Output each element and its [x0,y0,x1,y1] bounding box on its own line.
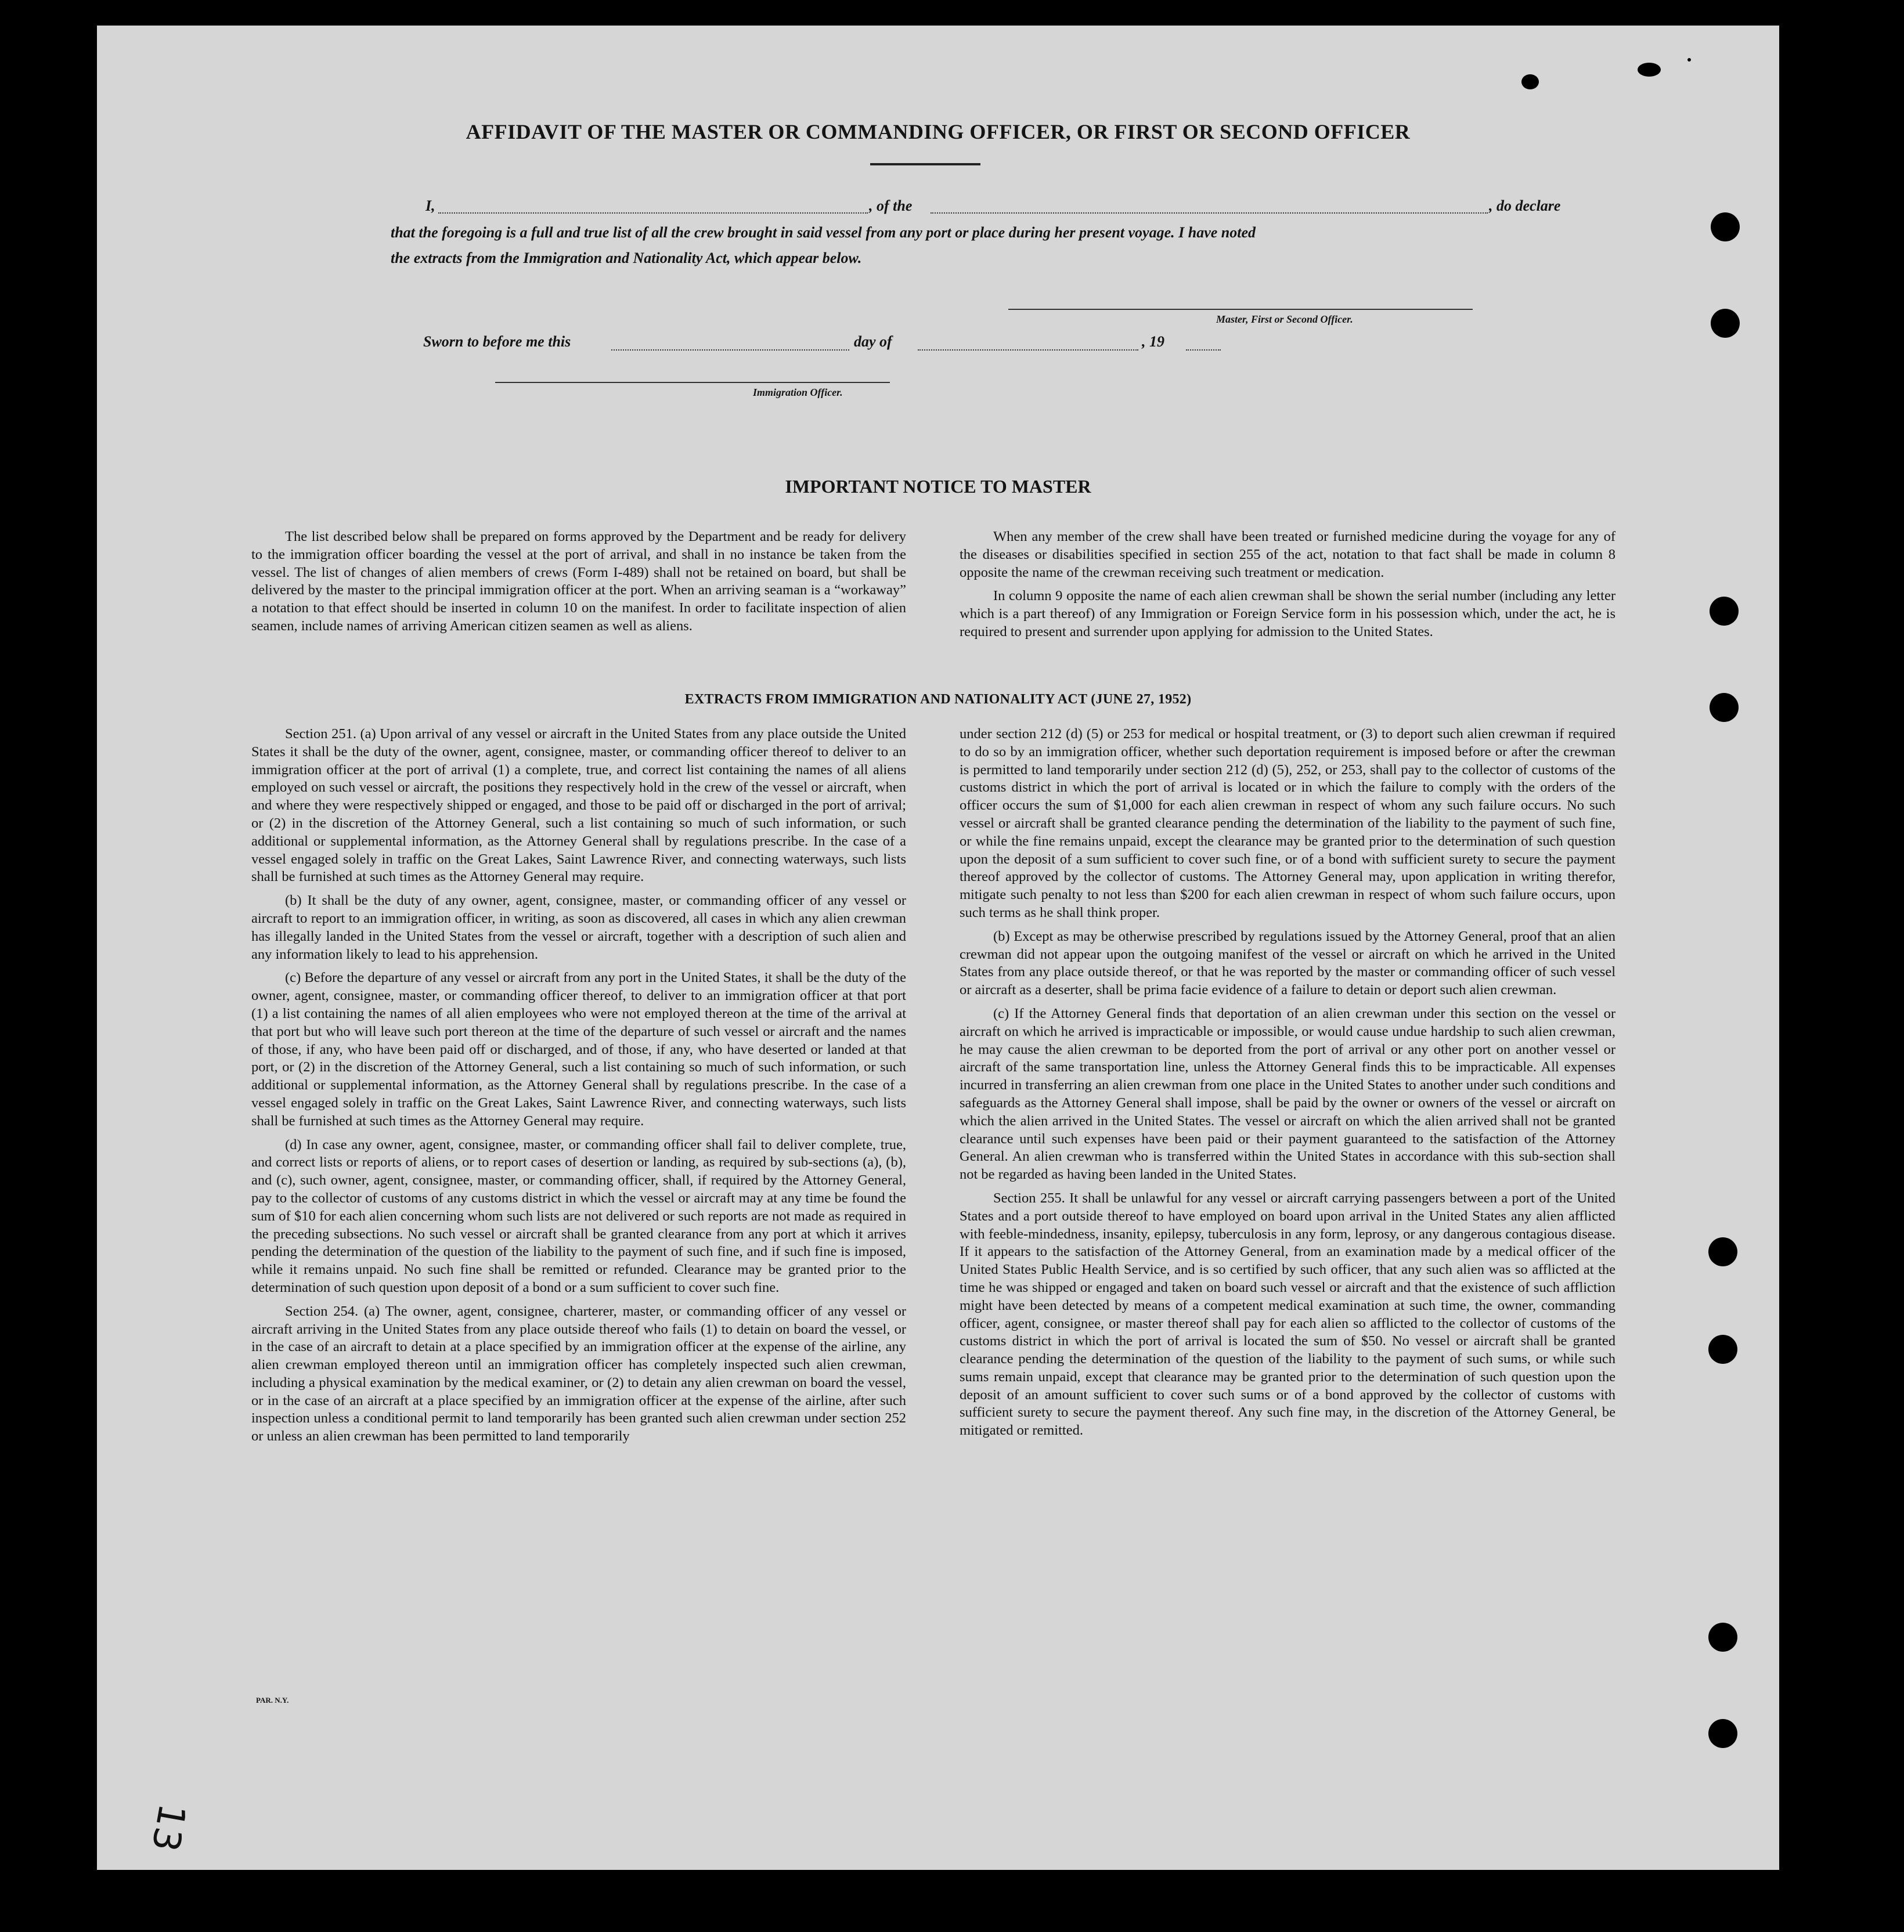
extracts-right-column [960,725,1615,1446]
handwritten-page-number: 13 [143,1800,194,1855]
binder-hole [1708,1623,1737,1652]
sworn-day-line [611,349,849,351]
binder-hole [1711,309,1740,338]
name-field-line [438,212,868,214]
notice-left-column [251,528,906,641]
binder-hole [1708,1335,1737,1364]
decl-line-3: the extracts from the Immigration and Nationality Act, which appear below. [391,250,862,266]
sworn-month-line [918,349,1138,351]
binder-hole [1711,212,1740,241]
ink-speck [1638,63,1661,77]
extract-paragraph: Section 255. It shall be unlawful for any vessel or aircraft carrying passengers between a port of the United States and a port outside thereof to have employed on board upon arrival in the United States any alien afflicted with feeble-mindedness, insanity, epilepsy, tuberculosis in any form, leprosy, or any dangerous contagious disease. If it appears to the satisfaction of the Attorney General, from an examination made by a medical officer of the United States Public Health Service, and is so certified by such officer, that any such alien was so afflicted at the time he was shipped or engaged and taken on board such vessel or aircraft and that the existence of such affliction might have been detected by means of a competent medical examination at such time, the owner, commanding officer, agent, consignee, or master thereof shall pay for each alien so afflicted to the collector of customs of the customs district in which the port of arrival is located the sum of $50. No vessel or aircraft shall be granted clearance pending the determination of the question of the liability to the payment of such sums, or while such sums remain unpaid, except that clearance may be granted prior to the determination of such question upon the deposit of an amount sufficient to cover such sums or of a bond approved by the collector of customs with sufficient surety to secure the payment thereof. Any such fine may, in the discretion of the Attorney General, be mitigated or remitted. [960,1190,1615,1439]
ink-speck [1521,74,1539,89]
notice-left-paragraph: The list described below shall be prepared on forms approved by the Department and be ready for delivery to the immigration officer boarding the vessel at the port of arrival, and shall in no instance be taken from the vessel. The list of changes of alien members of crews (Form I-489) shall not be retained on board, but shall be delivered by the master to the principal immigration officer at the port. When an arriving seaman is a “workaway” a notation to that effect should be inserted in column 10 on the manifest. In order to facilitate inspection of alien seamen, include names of arriving American citizen seamen as well as aliens. [251,529,906,634]
decl-line-2: that the foregoing is a full and true list of all the crew brought in said vessel from any port or place during her present voyage. I have noted [391,224,1256,241]
sworn-label: Sworn to before me this [423,333,571,350]
day-of-label: day of [854,333,892,350]
binder-hole [1710,597,1739,626]
binder-hole [1710,693,1739,722]
printer-mark: PAR. N.Y. [256,1696,289,1705]
master-caption: Master, First or Second Officer. [1216,313,1353,325]
officer-signature-line [495,382,890,383]
extract-paragraph: Section 251. (a) Upon arrival of any vessel or aircraft in the United States from any place outside the United States it shall be the duty of the owner, agent, consignee, master, or commanding officer thereof to deliver to an immigration officer at the port of arrival (1) a complete, true, and correct list containing the names of all aliens employed on such vessel or aircraft, the positions they respectively hold in the crew of the vessel or aircraft, when and where they were respectively shipped or engaged, and those to be paid off or discharged in the port of arrival; or (2) in the discretion of the Attorney General, such a list containing so much of such information, or such additional or supplemental information, as the Attorney General shall by regulations prescribe. In the case of a vessel engaged solely in traffic on the Great Lakes, Saint Lawrence River, and connecting waterways, such lists shall be furnished at such times as the Attorney General may require. [251,726,906,885]
extracts-left-column [251,725,906,1451]
decl-of-the: , of the [869,197,913,214]
extract-paragraph: (d) In case any owner, agent, consignee, master, or commanding officer shall fail to deliver complete, true, and correct lists or reports of aliens, or to report cases of desertion or landing, as required by sub-sections (a), (b), and (c), such owner, agent, consignee, master, or commanding officer, shall, if required by the Attorney General, pay to the collector of customs of any customs district in which the vessel or aircraft may at any time be found the sum of $10 for each alien concerning whom such lists are not delivered or such reports are not made as required in the preceding subsections. No such vessel or aircraft shall be granted clearance from any port at which it arrives pending the determination of the question of the liability to the payment of such fine, and if such fine is imposed, while it remains unpaid. No such fine shall be remitted or refunded. Clearance may be granted prior to the determination of such question upon deposit of a bond or a sum sufficient to cover such fine. [251,1136,906,1295]
vessel-field-line [931,212,1488,214]
notice-right-paragraph-1: When any member of the crew shall have been treated or furnished medicine during the voyage for any of the diseases or disabilities specified in section 255 of the act, notation to that fact shall be made in column 8 opposite the name of the crewman receiving such treatment or medication. [960,529,1615,580]
year-label: , 19 [1142,333,1164,350]
extract-paragraph: (b) Except as may be otherwise prescribed by regulations issued by the Attorney General, proof that an alien crewman did not appear upon the outgoing manifest of the vessel or aircraft on which he arrived in the United States from any place outside thereof, or that he was reported by the master or commanding officer of such vessel or aircraft as a deserter, shall be prima facie evidence of a failure to detain or deport such alien crewman. [960,928,1615,998]
affidavit-title: AFFIDAVIT OF THE MASTER OR COMMANDING OFFICER, OR FIRST OR SECOND OFFICER [466,120,1411,143]
extract-paragraph: under section 212 (d) (5) or 253 for medical or hospital treatment, or (3) to deport such alien crewman if required to do so by an immigration officer, whether such deportation requirement is imposed before or after the crewman is permitted to land temporarily under section 212 (d) (5), 252, or 253, shall pay to the collector of customs of the customs district in which the port of arrival is located or in which the failure to comply with the orders of the officer occurs the sum of $1,000 for each alien crewman in respect of whom any such failure occurs. No such vessel or aircraft shall be granted clearance pending the determination of the liability to the payment of such fine, or while the fine remains unpaid, except the clearance may be granted prior to the determination of such question upon the deposit of a sum sufficient to cover such fine, or of a bond with sufficient surety to secure the payment thereof approved by the collector of customs. The Attorney General may, upon application in writing therefor, mitigate such penalty to not less than $200 for each alien crewman in respect of whom such failure occurs, upon such terms as he shall think proper. [960,726,1615,920]
extract-paragraph: (c) Before the departure of any vessel or aircraft from any port in the United States, it shall be the duty of the owner, agent, consignee, master, or commanding officer thereof, to deliver to an immigration officer at that port (1) a list containing the names of all alien employees who were not employed thereon at the time of the arrival at that port but who will leave such port thereon at the time of the departure of such vessel or aircraft and the names of those, if any, who have been paid off or discharged, and of those, if any, who have deserted or landed at that port, or (2) in the discretion of the Attorney General, such a list containing so much of such information, or such additional or supplemental information, as the Attorney General shall by regulations prescribe. In the case of a vessel engaged solely in traffic on the Great Lakes, Saint Lawrence River, and connecting waterways, such lists shall be furnished at such times as the Attorney General may require. [251,970,906,1129]
extract-paragraph: (b) It shall be the duty of any owner, agent, consignee, master, or commanding officer of any vessel or aircraft to report to an immigration officer, in writing, as soon as discovered, all cases in which any alien crewman has illegally landed in the United States from the vessel or aircraft, together with a description of such alien and any information likely to lead to his apprehension. [251,893,906,962]
title-underline [870,163,980,165]
decl-do-declare: , do declare [1489,197,1561,214]
binder-hole [1708,1237,1737,1266]
ink-speck [1687,58,1691,62]
notice-title: IMPORTANT NOTICE TO MASTER [785,476,1091,497]
officer-caption: Immigration Officer. [753,387,843,398]
extract-paragraph: (c) If the Attorney General finds that deportation of an alien crewman under this section on the vessel or aircraft on which he arrived is impracticable or impossible, or would cause undue hardship to such alien crewman, he may cause the alien crewman to be deported from the port of arrival or any other port on another vessel or aircraft of the same transportation line, unless the Attorney General finds this to be impracticable. All expenses incurred in transferring an alien crewman from one place in the United States to another under such conditions and safeguards as the Attorney General shall impose, shall be paid by the owner or owners of the vessel or aircraft on which the alien arrived in the United States. The vessel or aircraft on which the alien arrived shall not be granted clearance until such expenses have been paid or their payment guaranteed to the satisfaction of the Attorney General. An alien crewman who is transferred within the United States in accordance with this sub-section shall not be regarded as having been landed in the United States. [960,1005,1615,1183]
sworn-year-line [1186,349,1221,351]
notice-right-paragraph-2: In column 9 opposite the name of each alien crewman shall be shown the serial number (including any letter which is a part thereof) of any Immigration or Foreign Service form in his possession which, under the act, he is required to present and surrender upon applying for admission to the United States. [960,588,1615,640]
document-page [97,26,1779,1870]
extract-paragraph: Section 254. (a) The owner, agent, consignee, charterer, master, or commanding officer of any vessel or aircraft arriving in the United States from any place outside thereof who fails (1) to detain on board the vessel, or in the case of an aircraft to detain at a place specified by an immigration officer at the expense of the airline, any alien crewman employed thereon until an immigration officer has completely inspected such alien crewman, including a physical examination by the medical examiner, or (2) to detain any alien crewman on board the vessel, or in the case of an aircraft at a place specified by an immigration officer at the expense of the airline, after such inspection unless a conditional permit to land temporarily has been granted such alien crewman under section 252 or unless an alien crewman has been permitted to land temporarily [251,1303,906,1445]
decl-i: I, [425,197,435,214]
notice-right-column [960,528,1615,647]
extracts-title: EXTRACTS FROM IMMIGRATION AND NATIONALITY ACT (JUNE 27, 1952) [684,692,1192,707]
master-signature-line [1008,309,1473,310]
binder-hole [1708,1719,1737,1748]
